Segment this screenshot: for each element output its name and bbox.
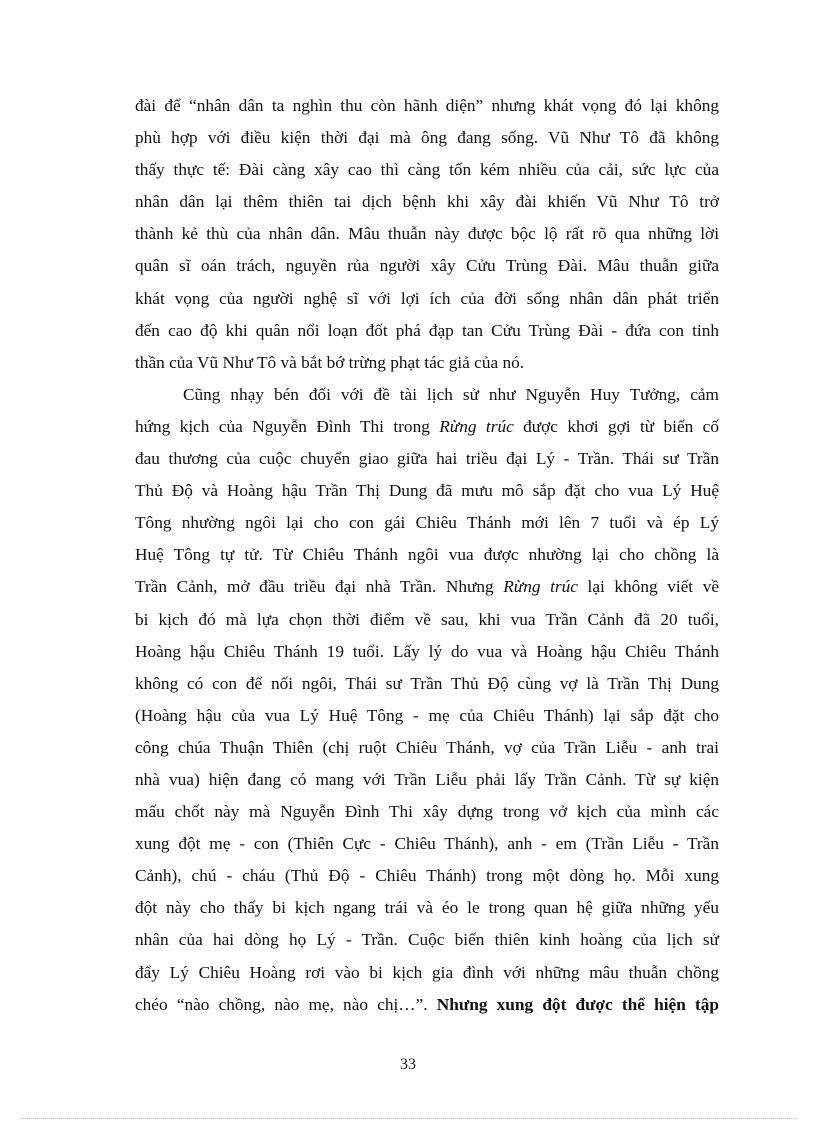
text-line: không có con để nối ngôi, Thái sư Trần Thủ Độ cùng vợ là Trần Thị Dung bbox=[135, 673, 719, 693]
text-line: đến cao độ khi quân nổi loạn đốt phá đạp tan Cửu Trùng Đài - đứa con tinh bbox=[135, 320, 719, 340]
text-line: Thủ Độ và Hoàng hậu Trần Thị Dung đã mưu mô sắp đặt cho vua Lý Huệ bbox=[135, 481, 719, 501]
text-line: (Hoàng hậu của vua Lý Huệ Tông - mẹ của Chiêu Thánh) lại sắp đặt cho bbox=[135, 705, 719, 725]
body-text bbox=[135, 90, 719, 1021]
text-line: thần của Vũ Như Tô và bắt bớ trừng phạt tác giả của nó. bbox=[135, 352, 525, 372]
text-line: đột này cho thấy bi kịch ngang trái và éo le trong quan hệ giữa những yếu bbox=[135, 898, 719, 918]
text-line: mấu chốt này mà Nguyễn Đình Thi xây dựng trong vở kịch của mình các bbox=[135, 802, 719, 822]
text-line bbox=[135, 989, 719, 1021]
text-line: thành kẻ thù của nhân dân. Mâu thuẫn này được bộc lộ rất rõ qua những lời bbox=[135, 224, 719, 244]
text-line: khát vọng của người nghệ sĩ với lợi ích của đời sống nhân dân phát triển bbox=[135, 288, 719, 308]
text-line bbox=[135, 571, 719, 603]
text-segment: lại không viết về bbox=[577, 577, 720, 597]
page-bottom-divider bbox=[20, 1118, 796, 1119]
text-segment: chéo “nào chồng, nào mẹ, nào chị…”. bbox=[135, 994, 437, 1014]
text-line: Cảnh), chú - cháu (Thủ Độ - Chiêu Thánh) trong một dòng họ. Mỗi xung bbox=[135, 866, 719, 886]
page-number: 33 bbox=[400, 1056, 416, 1073]
text-line: nhân dân lại thêm thiên tai dịch bệnh khi xây đài khiến Vũ Như Tô trở bbox=[135, 192, 719, 212]
text-line: công chúa Thuận Thiên (chị ruột Chiêu Thánh, vợ của Trần Liễu - anh trai bbox=[135, 737, 719, 757]
paragraph-2 bbox=[135, 379, 719, 1021]
text-line: Huệ Tông tự tử. Từ Chiêu Thánh ngôi vua được nhường lại cho chồng là bbox=[135, 545, 719, 565]
text-line: nhà vua) hiện đang có mang với Trần Liễu phải lấy Trần Cảnh. Từ sự kiện bbox=[135, 769, 719, 789]
text-line: xung đột mẹ - con (Thiên Cực - Chiêu Thánh), anh - em (Trần Liễu - Trần bbox=[135, 834, 719, 854]
text-segment: hứng kịch của Nguyễn Đình Thi trong bbox=[135, 416, 440, 436]
text-line: nhân của hai dòng họ Lý - Trần. Cuộc biến thiên kinh hoàng của lịch sử bbox=[135, 930, 719, 950]
text-line: Cũng nhạy bén đối với đề tài lịch sử như Nguyễn Huy Tưởng, cảm bbox=[183, 384, 719, 404]
text-line: Hoàng hậu Chiêu Thánh 19 tuổi. Lấy lý do vua và Hoàng hậu Chiêu Thánh bbox=[135, 641, 719, 661]
text-line: Tông nhường ngôi lại cho con gái Chiêu Thánh mới lên 7 tuổi và ép Lý bbox=[135, 513, 719, 533]
text-segment: được khơi gợi từ biến cố bbox=[513, 416, 719, 436]
text-line: đẩy Lý Chiêu Hoàng rơi vào bi kịch gia đình với những mâu thuẫn chồng bbox=[135, 962, 719, 982]
text-line: thấy thực tế: Đài càng xây cao thì càng tốn kém nhiều của cải, sức lực của bbox=[135, 160, 719, 180]
text-line: đài để “nhân dân ta nghìn thu còn hãnh diện” nhưng khát vọng đó lại không bbox=[135, 96, 719, 115]
bold-text: Nhưng xung đột được thể hiện tập bbox=[436, 994, 719, 1014]
text-segment: Trần Cảnh, mở đầu triều đại nhà Trần. Nhưng bbox=[135, 577, 504, 597]
italic-title: Rừng trúc bbox=[439, 416, 514, 436]
text-line: quân sĩ oán trách, nguyền rủa người xây Cửu Trùng Đài. Mâu thuẫn giữa bbox=[135, 256, 719, 276]
text-line bbox=[135, 411, 719, 443]
text-line: đau thương của cuộc chuyển giao giữa hai triều đại Lý - Trần. Thái sư Trần bbox=[135, 449, 719, 469]
italic-title: Rừng trúc bbox=[503, 577, 578, 597]
paragraph-1 bbox=[135, 90, 719, 379]
text-line: bi kịch đó mà lựa chọn thời điểm về sau, khi vua Trần Cảnh đã 20 tuổi, bbox=[135, 609, 719, 629]
text-line: phù hợp với điều kiện thời đại mà ông đang sống. Vũ Như Tô đã không bbox=[135, 128, 719, 148]
